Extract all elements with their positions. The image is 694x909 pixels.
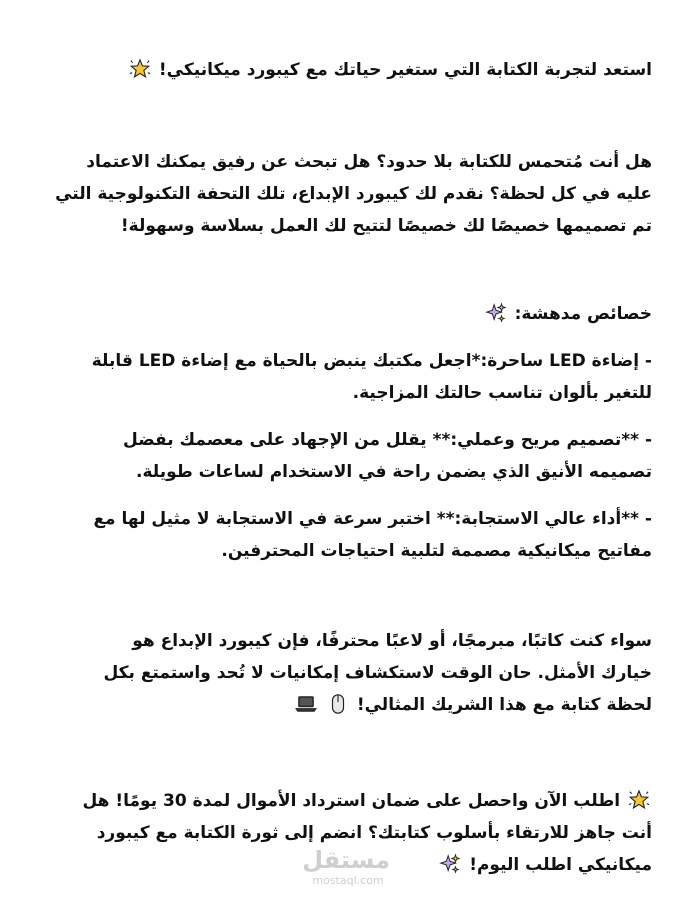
features-heading-text: خصائص مدهشة: [514,304,652,324]
paragraph-line: سواء كنت كاتبًا، مبرمجًا، أو لاعبًا محترفًا، فإن كيبورد الإبداع هو [132,631,652,651]
features-heading [40,298,652,330]
glowing-star-icon [628,789,650,811]
paragraph-line: عليه في كل لحظة؟ نقدم لك كيبورد الإبداع، تلك التحفة التكنولوجية التي [55,184,652,204]
cta-line: اطلب الآن واحصل على ضمان استرداد الأموال لمدة 30 يومًا! هل [82,791,621,811]
paragraph-intro [40,146,652,242]
computer-mouse-icon [327,693,349,715]
paragraph-audience [40,625,652,721]
watermark-arabic: مستقل [302,846,390,874]
paragraph-line: خيارك الأمثل. حان الوقت لاستكشاف إمكانيات لا تُحد واستمتع بكل [103,663,652,683]
cta-line: ميكانيكي اطلب اليوم! [469,855,652,875]
cta-line: أنت جاهز للارتقاء بأسلوب كتابتك؟ انضم إلى ثورة الكتابة مع كيبورد [96,823,652,843]
laptop-icon [295,693,317,715]
mostaql-watermark [302,846,390,896]
feature-line: - إضاءة LED ساحرة:*اجعل مكتبك ينبض بالحياة مع إضاءة LED قابلة [91,351,652,371]
intro-line [40,54,652,86]
feature-line: للتغير بألوان تناسب حالتك المزاجية. [352,383,652,403]
watermark-latin: mostaql.com [312,874,384,887]
feature-line: - **أداء عالي الاستجابة:** اختبر سرعة في الاستجابة لا مثيل لها مع [93,509,652,529]
sparkles-icon [485,302,507,324]
intro-text: استعد لتجربة الكتابة التي ستغير حياتك مع كيبورد ميكانيكي! [158,60,652,80]
feature-line: تصميمه الأنيق الذي يضمن راحة في الاستخدام لساعات طويلة. [135,462,652,482]
glowing-star-icon [129,58,151,80]
paragraph-line: لحظة كتابة مع هذا الشريك المثالي! [356,695,652,715]
paragraph-line: هل أنت مُتحمس للكتابة بلا حدود؟ هل تبحث عن رفيق يمكنك الاعتماد [86,152,652,172]
feature-line: مفاتيح ميكانيكية مصممة لتلبية احتياجات المحترفين. [221,541,652,561]
feature-item [40,345,652,409]
sparkles-icon [439,853,461,875]
feature-line: - **تصميم مريح وعملي:** يقلل من الإجهاد على معصمك بفضل [123,430,652,450]
paragraph-line: تم تصميمها خصيصًا لك خصيصًا لتتيح لك العمل بسلاسة وسهولة! [120,216,652,236]
feature-item [40,424,652,488]
feature-item [40,503,652,567]
